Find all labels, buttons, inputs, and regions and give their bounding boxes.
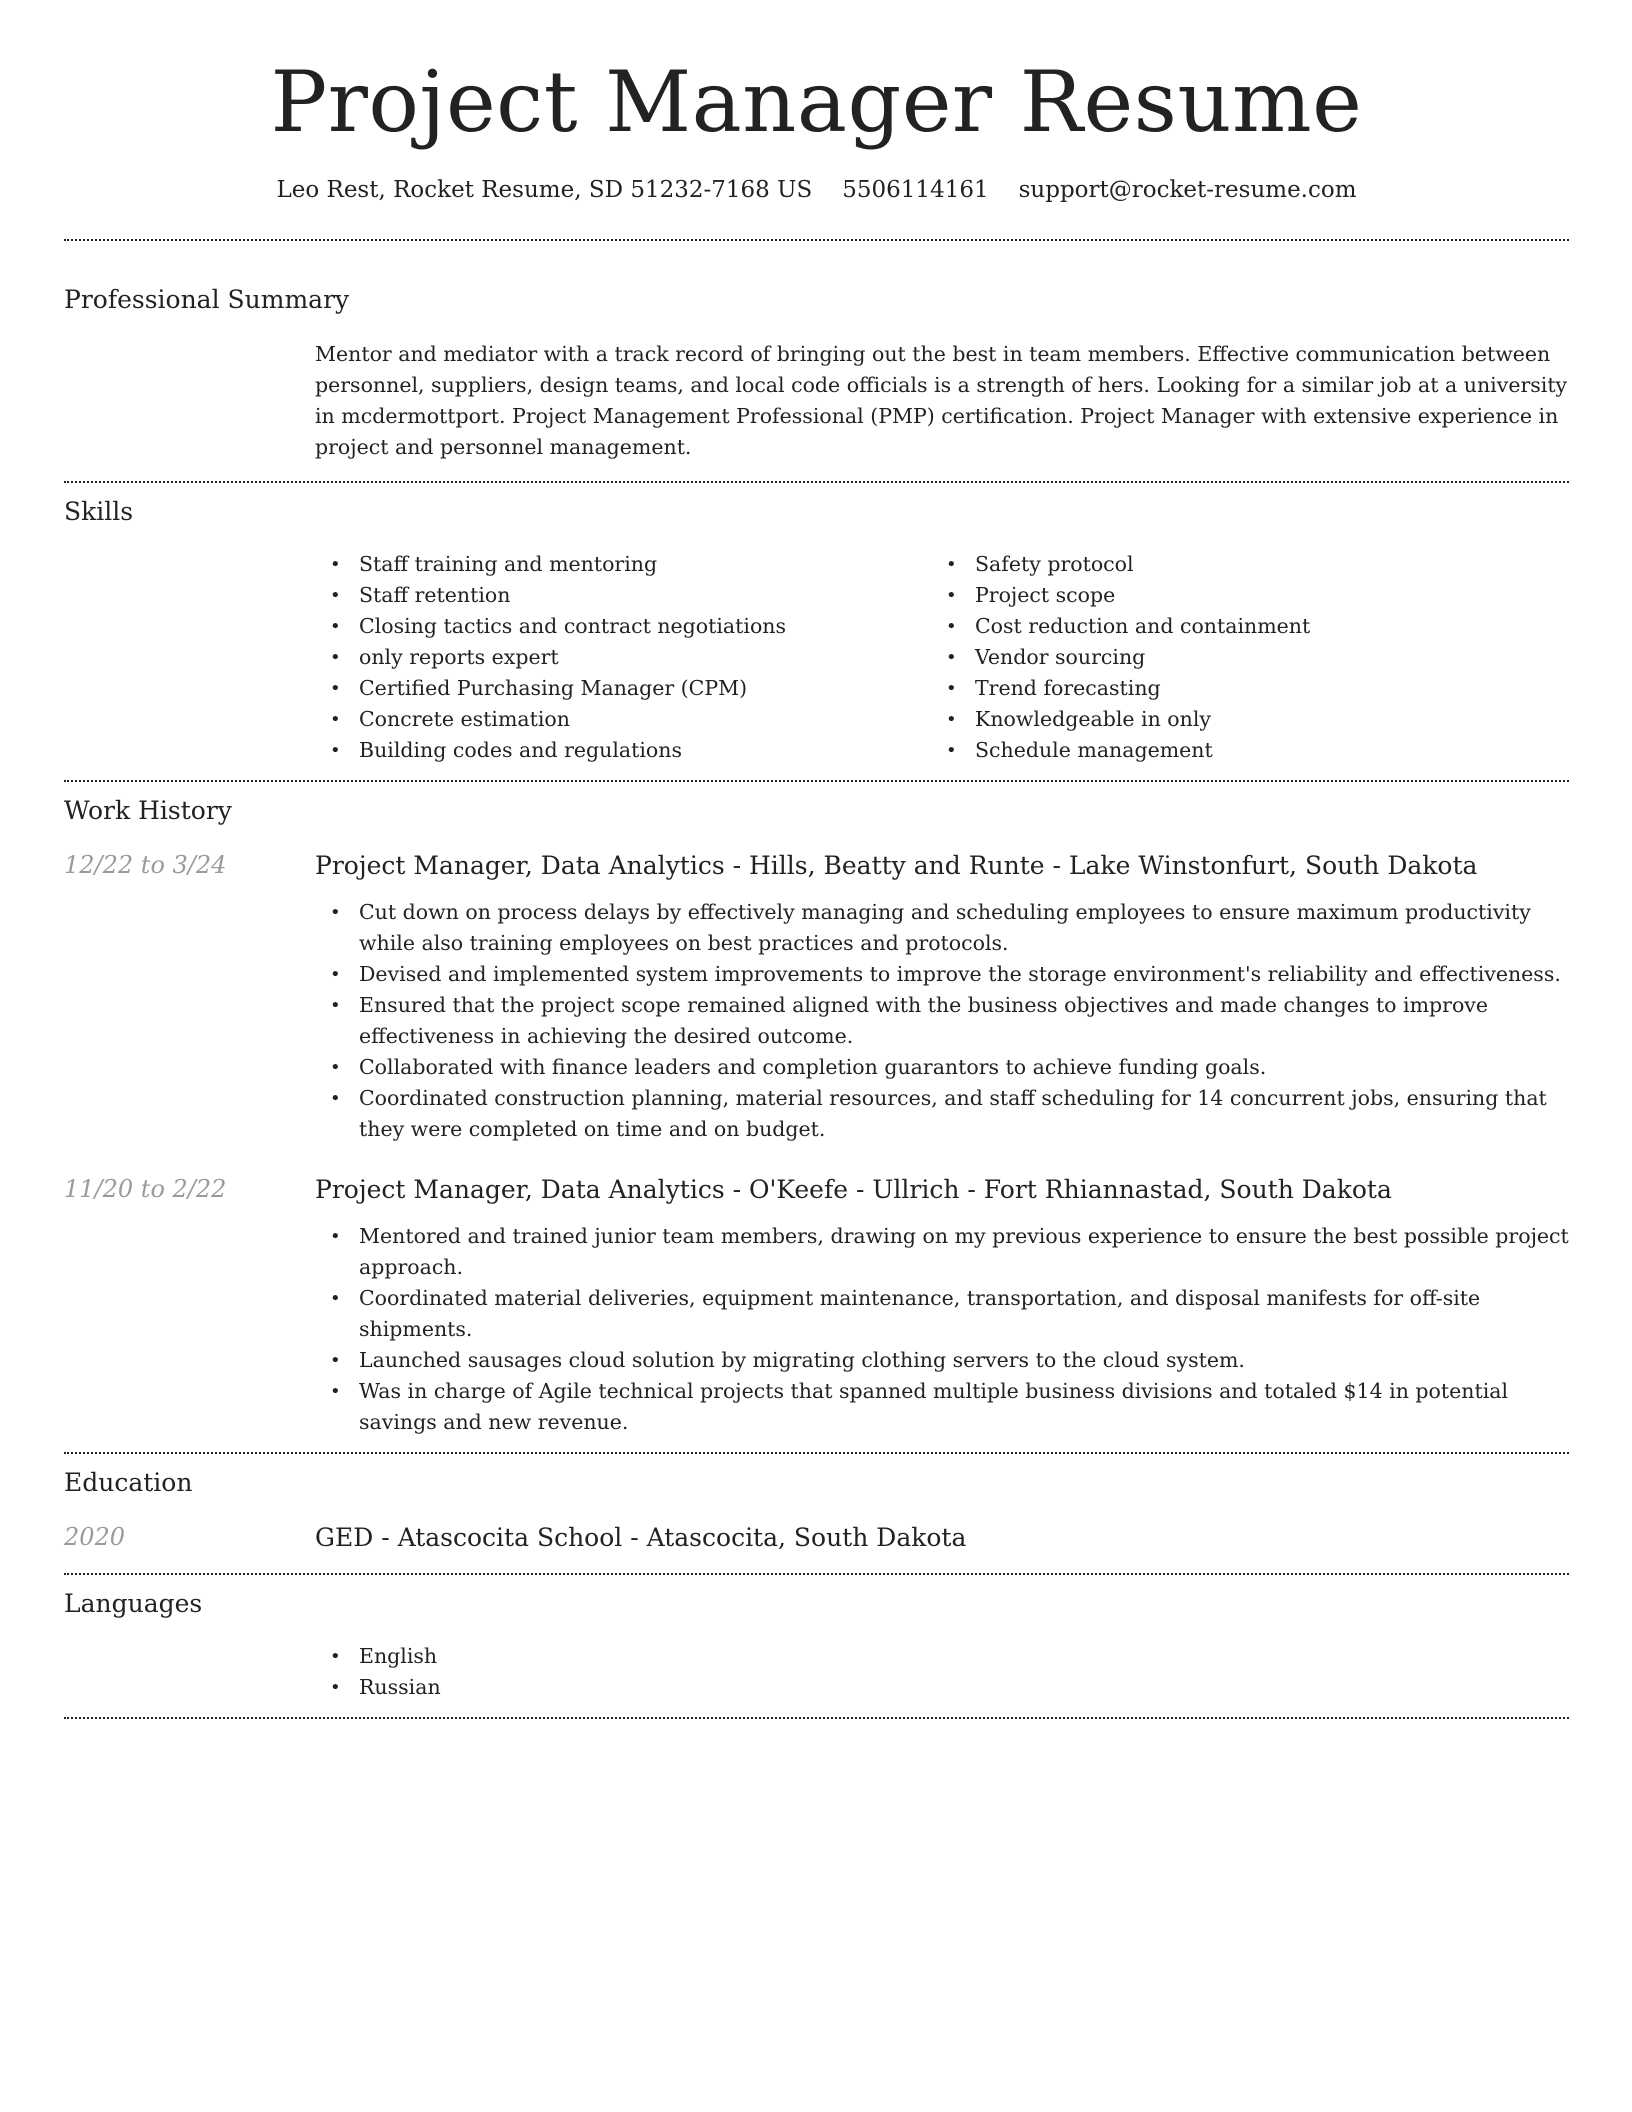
language-item: • Russian xyxy=(315,1672,1569,1703)
job-entry xyxy=(64,851,1569,1145)
skill-item: • Staff retention xyxy=(315,580,931,611)
divider xyxy=(64,1717,1569,1719)
skill-item: • Schedule management xyxy=(931,735,1547,766)
skill-item: • only reports expert xyxy=(315,642,931,673)
summary-text: Mentor and mediator with a track record of bringing out the best in team members. Effective communication between personnel, suppliers, design teams, and local code officials is a strength of hers. Looking for a similar job at a university in mcdermottport. Project Management Professional (PMP) certification. Project Manager with extensive experience in project and personnel management. xyxy=(315,341,1568,459)
education-heading: Education xyxy=(64,1467,193,1497)
contact-address: Leo Rest, Rocket Resume, SD 51232-7168 US xyxy=(276,177,813,203)
skill-item: • Building codes and regulations xyxy=(315,735,931,766)
skill-item: • Vendor sourcing xyxy=(931,642,1547,673)
skills-heading: Skills xyxy=(64,496,134,526)
skill-item: • Trend forecasting xyxy=(931,673,1547,704)
job-bullet: • Ensured that the project scope remained aligned with the business objectives and made changes to improve effectiveness in achieving the desired outcome. xyxy=(315,990,1569,1052)
job-dates: 11/20 to 2/22 xyxy=(64,1174,227,1203)
skill-item: • Cost reduction and containment xyxy=(931,611,1547,642)
skill-item: • Staff training and mentoring xyxy=(315,549,931,580)
languages-section xyxy=(64,1575,1569,1703)
education-section xyxy=(64,1454,1569,1553)
job-bullet: • Launched sausages cloud solution by migrating clothing servers to the cloud system. xyxy=(315,1345,1569,1376)
job-bullet: • Devised and implemented system improvements to improve the storage environment's reliability and effectiveness. xyxy=(315,959,1569,990)
education-title: GED - Atascocita School - Atascocita, South Dakota xyxy=(315,1522,967,1552)
job-entry xyxy=(64,1175,1569,1438)
language-item: • English xyxy=(315,1641,1569,1672)
job-bullet: • Mentored and trained junior team members, drawing on my previous experience to ensure the best possible project approach. xyxy=(315,1221,1569,1283)
skill-item: • Knowledgeable in only xyxy=(931,704,1547,735)
contact-line xyxy=(64,177,1569,205)
languages-list xyxy=(315,1641,1569,1703)
skill-item: • Project scope xyxy=(931,580,1547,611)
job-title: Project Manager, Data Analytics - Hills, Beatty and Runte - Lake Winstonfurt, South Dakota xyxy=(315,850,1478,880)
skill-item: • Safety protocol xyxy=(931,549,1547,580)
job-bullet: • Collaborated with finance leaders and completion guarantors to achieve funding goals. xyxy=(315,1052,1569,1083)
job-bullets xyxy=(315,1221,1569,1438)
skill-item: • Concrete estimation xyxy=(315,704,931,735)
job-bullet: • Coordinated construction planning, material resources, and staff scheduling for 14 concurrent jobs, ensuring that they were completed on time and on budget. xyxy=(315,1083,1569,1145)
skill-item: • Certified Purchasing Manager (CPM) xyxy=(315,673,931,704)
skill-item: • Closing tactics and contract negotiations xyxy=(315,611,931,642)
summary-section xyxy=(64,241,1569,463)
contact-phone: 5506114161 xyxy=(842,177,989,203)
contact-email: support@rocket-resume.com xyxy=(1018,177,1357,203)
skills-list-right xyxy=(931,549,1547,766)
education-entry xyxy=(64,1523,1569,1553)
job-title: Project Manager, Data Analytics - O'Keefe - Ullrich - Fort Rhiannastad, South Dakota xyxy=(315,1174,1392,1204)
page-title: Project Manager Resume xyxy=(270,53,1363,151)
summary-heading: Professional Summary xyxy=(64,284,350,314)
education-year: 2020 xyxy=(64,1522,126,1551)
work-heading: Work History xyxy=(64,795,232,825)
skills-section xyxy=(64,483,1569,766)
languages-heading: Languages xyxy=(64,1588,203,1618)
work-section xyxy=(64,782,1569,1438)
job-bullet: • Coordinated material deliveries, equipment maintenance, transportation, and disposal manifests for off-site shipments. xyxy=(315,1283,1569,1345)
resume-page xyxy=(64,0,1569,1719)
job-bullet: • Was in charge of Agile technical projects that spanned multiple business divisions and totaled $14 in potential savings and new revenue. xyxy=(315,1376,1569,1438)
job-bullets xyxy=(315,897,1569,1145)
job-bullet: • Cut down on process delays by effectively managing and scheduling employees to ensure maximum productivity while also training employees on best practices and protocols. xyxy=(315,897,1569,959)
skills-list-left xyxy=(315,549,931,766)
skills-columns xyxy=(315,549,1569,766)
job-dates: 12/22 to 3/24 xyxy=(64,850,227,879)
